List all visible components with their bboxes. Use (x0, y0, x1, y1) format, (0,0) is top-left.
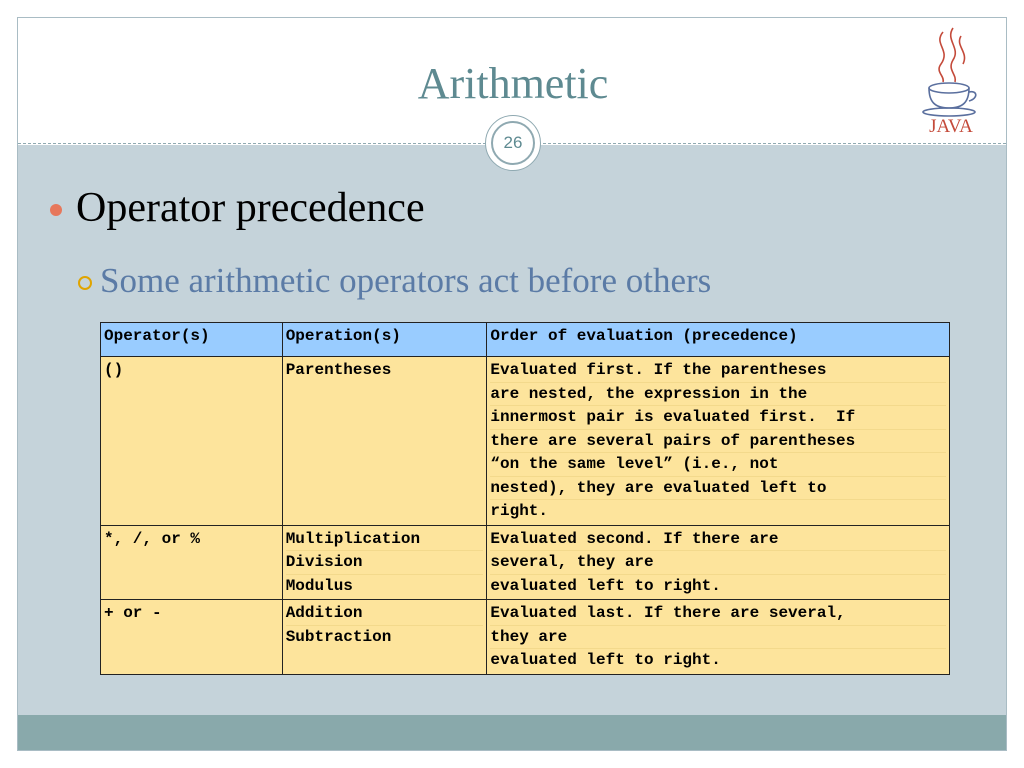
operator-text: + or - (104, 604, 162, 622)
order-line: Evaluated last. If there are several, (490, 602, 946, 626)
precedence-table (100, 322, 950, 675)
operator-text: *, /, or % (104, 529, 201, 548)
order-line: nested), they are evaluated left to (490, 477, 946, 501)
operation-cell (282, 357, 487, 526)
operation-text: Modulus (285, 576, 353, 595)
table-header-row (101, 323, 950, 357)
java-logo (915, 24, 987, 136)
bullet-dot-icon (50, 204, 62, 216)
order-line: Evaluated first. If the parentheses (490, 359, 946, 383)
operation-cell (282, 525, 487, 600)
bullet-text: Operator precedence (76, 185, 425, 231)
operator-cell (101, 357, 283, 526)
operator-cell (101, 600, 283, 675)
column-header-operators: Operator(s) (101, 323, 283, 357)
order-line: right. (490, 502, 548, 520)
order-line: evaluated left to right. (490, 576, 721, 595)
operation-text: Multiplication (286, 528, 484, 552)
bullet-operator-precedence (50, 184, 425, 232)
order-line: several, they are (490, 551, 946, 575)
circle-bullet-icon (78, 276, 92, 290)
order-line: “on the same level” (i.e., not (490, 453, 946, 477)
order-cell (487, 525, 950, 600)
order-line: they are (490, 626, 946, 650)
operation-text: Addition (286, 602, 484, 626)
slide-footer-bar (18, 715, 1006, 751)
table-row (101, 600, 950, 675)
logo-text: JAVA (929, 116, 973, 136)
order-line: evaluated left to right. (490, 651, 721, 669)
slide-title: Arithmetic (417, 59, 609, 108)
operator-text: () (104, 361, 124, 379)
slide (17, 17, 1007, 751)
order-line: innermost pair is evaluated first. If (490, 406, 946, 430)
order-line: Evaluated second. If there are (490, 528, 946, 552)
operation-text: Division (286, 551, 484, 575)
column-header-order: Order of evaluation (precedence) (487, 323, 950, 357)
operation-cell (282, 600, 487, 675)
page-number: 26 (491, 121, 535, 165)
column-header-operations: Operation(s) (282, 323, 487, 357)
order-line: are nested, the expression in the (490, 383, 946, 407)
table-row (101, 525, 950, 600)
order-cell (487, 600, 950, 675)
sub-bullet-text: Some arithmetic operators act before others (100, 261, 712, 300)
sub-bullet (78, 261, 711, 301)
order-line: there are several pairs of parentheses (490, 430, 946, 454)
operation-text: Parentheses (285, 361, 392, 379)
order-cell (487, 357, 950, 526)
table-row (101, 357, 950, 526)
operation-text: Subtraction (285, 627, 392, 646)
page-number-badge (485, 115, 541, 171)
coffee-cup-icon (923, 28, 976, 116)
operator-cell (101, 525, 283, 600)
